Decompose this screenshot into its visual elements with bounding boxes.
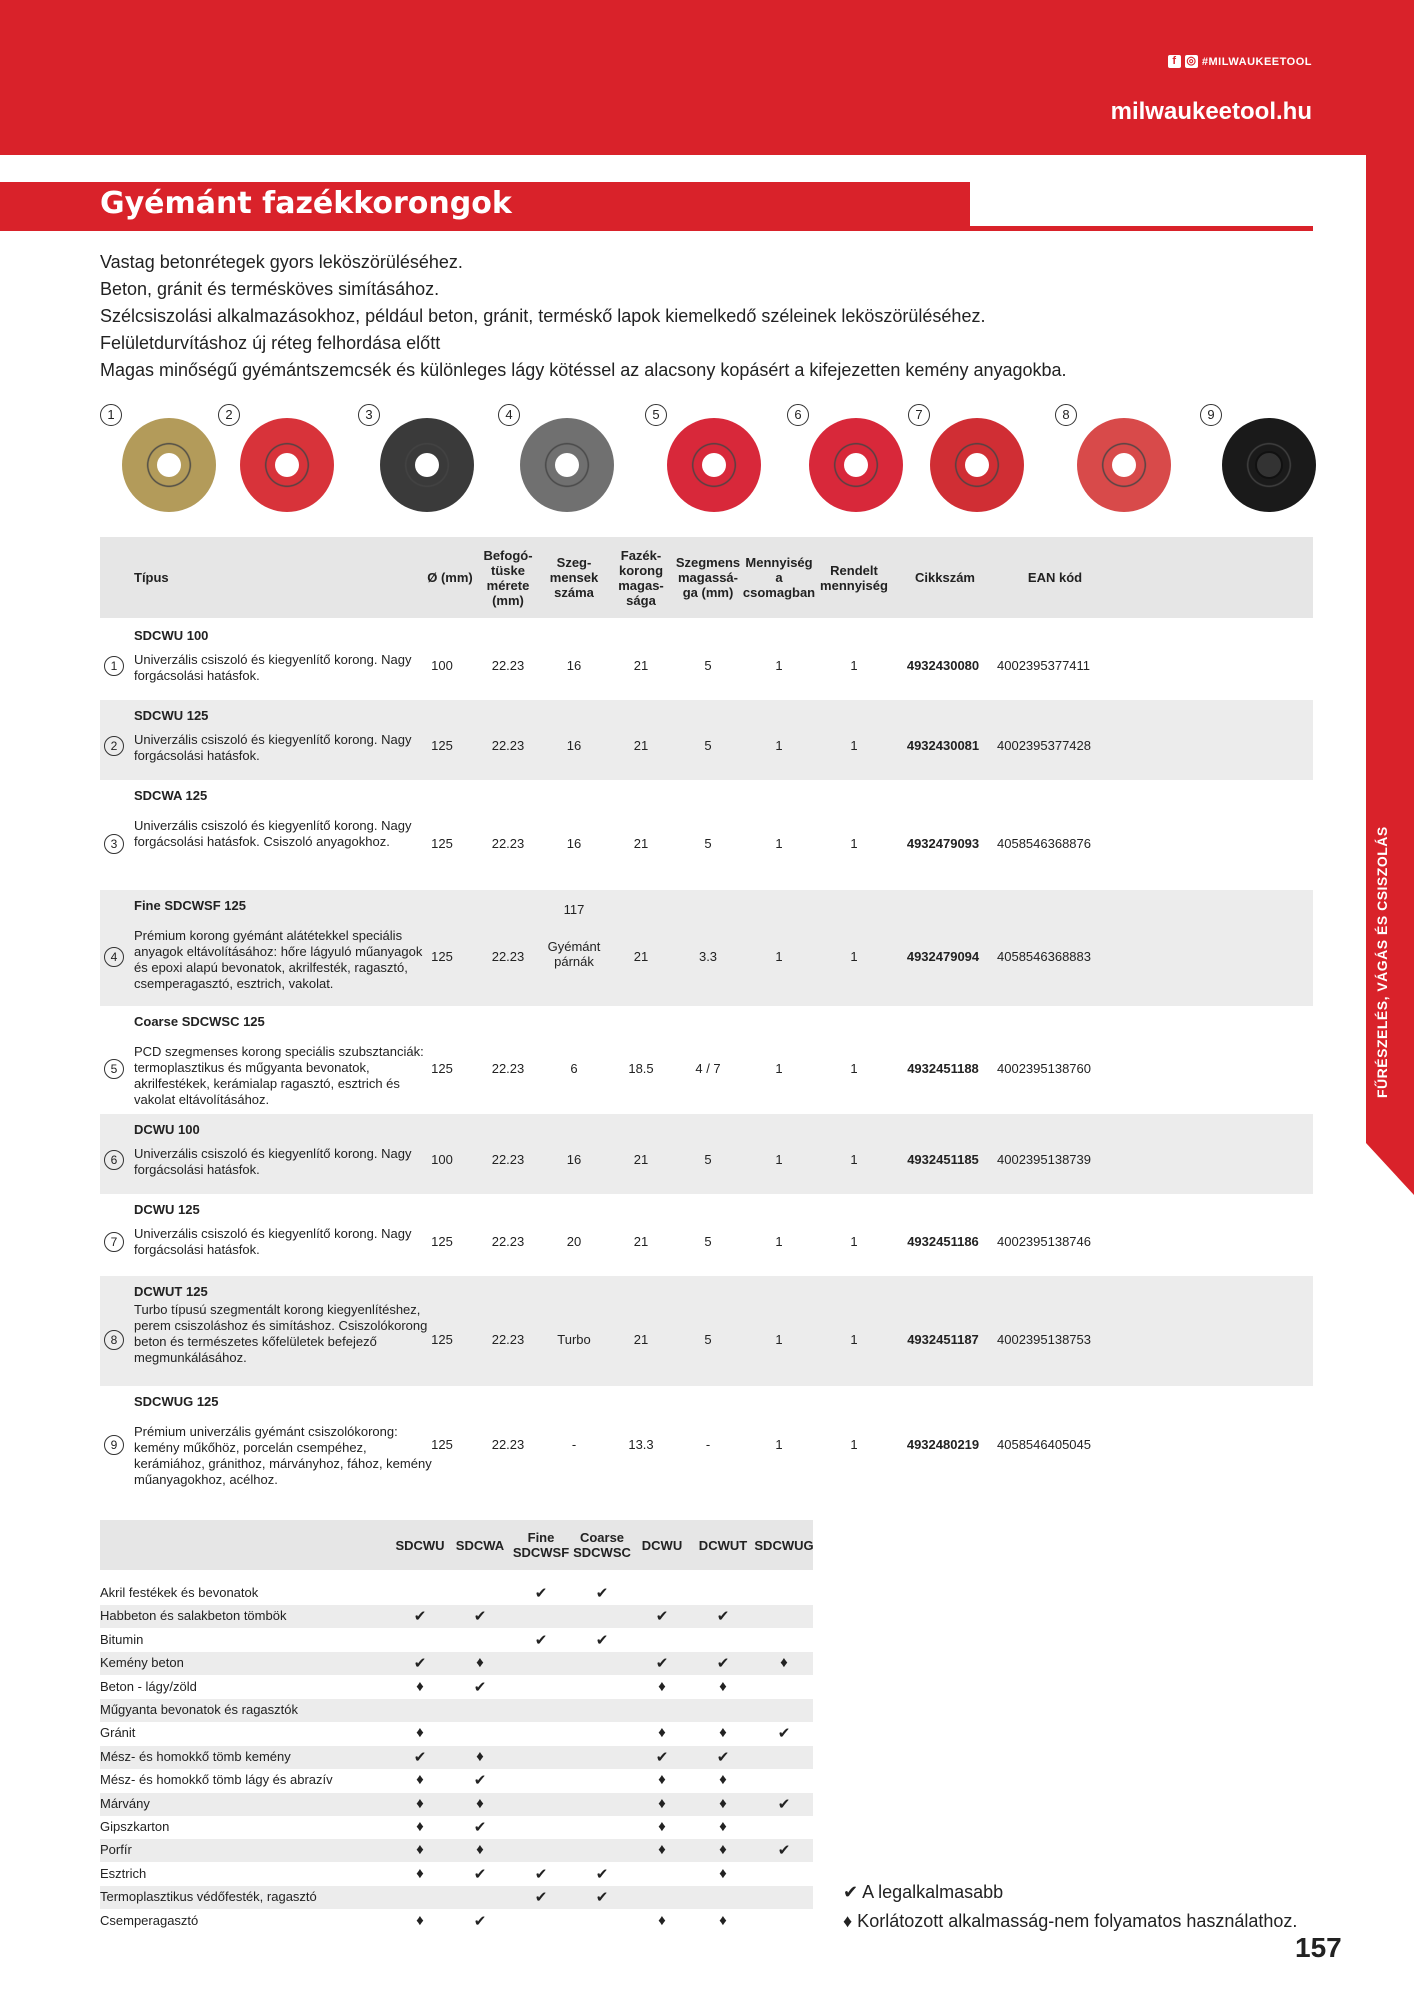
cell-height: 13.3	[628, 1437, 654, 1452]
disc-number: 3	[358, 404, 380, 426]
cell-ean: 4002395138760	[997, 1061, 1091, 1076]
materials-col-header: SDCWA	[455, 1537, 505, 1553]
check-icon: ✔	[413, 1748, 427, 1766]
check-icon: ✔	[534, 1585, 548, 1602]
row-number: 4	[104, 947, 124, 967]
material-label: Termoplasztikus védőfesték, ragasztó	[100, 1889, 317, 1905]
product-description: Univerzális csiszoló és kiegyenlítő korong. Nagy forgácsolási hatásfok.	[134, 1146, 412, 1177]
material-label: Habbeton és salakbeton tömbök	[100, 1608, 287, 1624]
cell-segments: Turbo	[557, 1332, 591, 1347]
diamond-icon: ♦	[416, 1677, 424, 1695]
check-icon: ✔	[655, 1748, 669, 1766]
diamond-icon: ♦	[719, 1724, 727, 1742]
product-description: Univerzális csiszoló és kiegyenlítő korong. Nagy forgácsolási hatásfok. Csiszoló anyagokhoz.	[134, 818, 412, 849]
cell-ean: 4002395377428	[997, 738, 1091, 753]
col-diameter: Ø (mm)	[427, 570, 473, 585]
materials-row	[100, 1863, 813, 1886]
materials-row	[100, 1629, 813, 1652]
cell-seg-height: 4 / 7	[695, 1061, 721, 1076]
cell-seg-height: 5	[704, 1152, 712, 1167]
page-title: Gyémánt fazékkorongok	[100, 186, 512, 221]
materials-row	[100, 1886, 813, 1909]
diamond-icon: ♦	[416, 1724, 424, 1742]
cell-seg-height: 5	[704, 1332, 712, 1347]
cell-segments: 6	[570, 1061, 578, 1076]
check-icon: ✔	[413, 1608, 427, 1626]
check-icon: ✔	[473, 1678, 487, 1696]
check-icon: ✔	[413, 1655, 427, 1673]
cell-article: 4932451186	[907, 1234, 979, 1249]
diamond-icon: ♦	[658, 1911, 666, 1929]
cell-height: 21	[633, 658, 649, 673]
check-icon: ✔	[777, 1795, 791, 1813]
materials-col-header: SDCWU	[395, 1537, 445, 1553]
check-icon: ✔	[595, 1585, 609, 1602]
cell-ean: 4058546368876	[997, 836, 1091, 851]
cell-article: 4932479094	[906, 949, 980, 964]
diamond-icon: ♦	[416, 1794, 424, 1812]
material-label: Akril festékek és bevonatok	[100, 1585, 259, 1600]
table-row	[100, 1006, 1313, 1114]
diamond-icon: ♦	[780, 1654, 788, 1672]
check-icon: ✔	[716, 1655, 730, 1673]
col-bore: Befogó- tüske mérete (mm)	[483, 547, 533, 608]
social-links	[1168, 55, 1312, 68]
disc-number: 9	[1200, 404, 1222, 426]
diamond-icon: ♦	[719, 1841, 727, 1859]
cell-segments: 16	[566, 658, 582, 673]
materials-row	[100, 1722, 813, 1745]
diamond-cup-wheel-image	[1077, 418, 1171, 512]
material-label: Porfír	[100, 1842, 132, 1858]
material-label: Gránit	[100, 1725, 136, 1741]
cell-height: 21	[633, 1332, 649, 1347]
cell-order: 1	[850, 1437, 858, 1452]
disc-number: 2	[218, 404, 240, 426]
diamond-cup-wheel-image	[240, 418, 334, 512]
product-description: Univerzális csiszoló és kiegyenlítő korong. Nagy forgácsolási hatásfok.	[134, 652, 412, 683]
intro-line: Magas minőségű gyémántszemcsék és különleges lágy kötéssel az alacsony kopásért a kifejezetten kemény anyagokba.	[100, 360, 1067, 380]
diamond-icon: ♦	[658, 1677, 666, 1695]
header-bar	[0, 0, 1414, 155]
check-icon: ✔	[473, 1608, 487, 1626]
col-segments: Szeg- mensek száma	[549, 555, 599, 600]
diamond-icon: ♦	[719, 1911, 727, 1929]
material-label: Beton - lágy/zöld	[100, 1678, 197, 1694]
diamond-icon: ♦	[416, 1771, 424, 1789]
cell-bore: 22.23	[491, 658, 525, 673]
cell-order: 1	[850, 658, 858, 673]
diamond-icon: ♦	[658, 1724, 666, 1742]
facebook-icon[interactable]: f	[1168, 55, 1181, 68]
material-label: Műgyanta bevonatok és ragasztók	[100, 1702, 299, 1717]
disc-item	[358, 400, 498, 515]
product-name: SDCWU 100	[134, 628, 209, 643]
materials-row	[100, 1793, 813, 1816]
cell-ean: 4002395138739	[997, 1152, 1091, 1167]
cell-pack: 1	[775, 1332, 783, 1347]
diamond-icon: ♦	[476, 1747, 484, 1765]
table-row	[100, 700, 1313, 780]
diamond-cup-wheel-image	[930, 418, 1024, 512]
cell-segments: 16	[566, 738, 582, 753]
cell-pack: 1	[775, 836, 783, 851]
cell-height: 21	[633, 1234, 649, 1249]
cell-height: 21	[633, 836, 649, 851]
side-tab-label: FŰRÉSZELÉS, VÁGÁS ÉS CSISZOLÁS	[1374, 826, 1390, 1098]
materials-row	[100, 1910, 813, 1933]
cell-article: 4932430080	[906, 658, 980, 673]
row-number: 9	[104, 1435, 124, 1455]
diamond-icon: ♦	[719, 1677, 727, 1695]
cell-diameter: 125	[431, 738, 453, 753]
cell-pack: 1	[775, 949, 783, 964]
table-row	[100, 780, 1313, 890]
disc-item	[645, 400, 785, 515]
cell-order: 1	[850, 738, 858, 753]
check-icon: ✔	[534, 1865, 548, 1883]
check-icon: ✔	[716, 1748, 730, 1766]
materials-row	[100, 1605, 813, 1628]
check-icon: ✔	[595, 1631, 609, 1649]
cell-diameter: 125	[431, 1437, 453, 1452]
table-row	[100, 1386, 1313, 1488]
disc-number: 1	[100, 404, 122, 426]
row-number: 7	[104, 1232, 124, 1252]
cell-article: 4932451187	[907, 1332, 979, 1347]
disc-item	[908, 400, 1048, 515]
diamond-cup-wheel-image	[380, 418, 474, 512]
materials-row	[100, 1746, 813, 1769]
row-number: 2	[104, 736, 124, 756]
page-number: 157	[1295, 1932, 1342, 1963]
legend-best: ✔ A legalkalmasabb	[843, 1882, 1004, 1902]
diamond-cup-wheel-image	[667, 418, 761, 512]
table-row	[100, 1114, 1313, 1194]
materials-row	[100, 1699, 813, 1722]
cell-seg-height: -	[705, 1437, 711, 1452]
cell-pack: 1	[775, 658, 783, 673]
diamond-cup-wheel-image	[809, 418, 903, 512]
cell-seg-height: 5	[704, 1234, 712, 1249]
intro-line: Felületdurvításhoz új réteg felhordása előtt	[100, 333, 441, 353]
diamond-icon: ♦	[476, 1654, 484, 1672]
product-name: DCWU 125	[134, 1202, 200, 1217]
check-icon: ✔	[655, 1608, 669, 1626]
cell-diameter: 100	[431, 658, 453, 673]
materials-row	[100, 1652, 813, 1675]
materials-row	[100, 1769, 813, 1792]
disc-item	[787, 400, 927, 515]
check-icon: ✔	[473, 1819, 487, 1836]
disc-number: 6	[787, 404, 809, 426]
cell-article: 4932451188	[907, 1061, 979, 1076]
cell-article: 4932480219	[906, 1437, 980, 1452]
product-name: DCWU 100	[134, 1122, 200, 1137]
col-type: Típus	[134, 570, 169, 585]
diamond-icon: ♦	[719, 1818, 727, 1835]
cell-ean: 4002395138753	[997, 1332, 1091, 1347]
diamond-icon: ♦	[658, 1794, 666, 1812]
cell-diameter: 125	[431, 1061, 453, 1076]
cell-bore: 22.23	[491, 836, 525, 851]
row-number: 6	[104, 1150, 124, 1170]
cell-seg-height: 5	[704, 836, 712, 851]
materials-col-header: Fine SDCWSF	[512, 1530, 570, 1560]
cell-segments: 16	[566, 1152, 582, 1167]
cell-order: 1	[850, 1152, 858, 1167]
col-ean: EAN kód	[1027, 570, 1083, 585]
diamond-icon: ♦	[719, 1794, 727, 1812]
diamond-icon: ♦	[658, 1818, 666, 1835]
cell-order: 1	[850, 836, 858, 851]
cell-segments: 16	[566, 836, 582, 851]
check-icon: ✔	[777, 1725, 791, 1743]
cell-seg-height: 5	[704, 738, 712, 753]
cell-height: 21	[633, 1152, 649, 1167]
cell-segments-count: 117	[563, 902, 585, 917]
intro-line: Beton, gránit és termésköves simításához.	[100, 279, 440, 299]
table-row	[100, 1276, 1313, 1386]
row-number: 1	[104, 656, 124, 676]
disc-item	[218, 400, 358, 515]
row-number: 8	[104, 1330, 124, 1350]
check-icon: ✔	[473, 1772, 487, 1790]
material-label: Bitumin	[100, 1631, 144, 1647]
cell-segments: 20	[566, 1234, 582, 1249]
material-label: Csemperagasztó	[100, 1912, 199, 1928]
cell-height: 21	[633, 949, 649, 964]
cell-ean: 4002395377411	[997, 658, 1091, 673]
product-table-header	[100, 537, 1313, 618]
col-height: Fazék- korong magas- sága	[618, 547, 664, 608]
cell-bore: 22.23	[491, 738, 525, 753]
cell-pack: 1	[775, 1234, 783, 1249]
cell-ean: 4058546405045	[997, 1437, 1091, 1452]
instagram-icon[interactable]: ◎	[1186, 55, 1197, 67]
col-order: Rendelt mennyiség	[820, 562, 888, 593]
disc-number: 5	[645, 404, 667, 426]
product-name: Coarse SDCWSC 125	[134, 1014, 265, 1029]
diamond-cup-wheel-image	[122, 418, 216, 512]
cell-bore: 22.23	[491, 1152, 525, 1167]
materials-row	[100, 1676, 813, 1699]
product-images	[100, 400, 1320, 515]
row-number: 3	[104, 834, 124, 854]
material-label: Mész- és homokkő tömb lágy és abrazív	[100, 1772, 333, 1788]
check-icon: ✔	[473, 1865, 487, 1883]
diamond-icon: ♦	[658, 1841, 666, 1859]
intro-line: Szélcsiszolási alkalmazásokhoz, például beton, gránit, terméskő lapok kiemelkedő széleinek leköszörüléséhez.	[100, 306, 986, 326]
diamond-icon: ♦	[416, 1911, 424, 1929]
materials-row	[100, 1582, 813, 1605]
diamond-icon: ♦	[416, 1841, 424, 1859]
cell-article: 4932479093	[906, 836, 980, 851]
material-label: Kemény beton	[100, 1655, 184, 1671]
intro-line: Vastag betonrétegek gyors leköszörüléséhez.	[100, 252, 463, 272]
check-icon: ✔	[716, 1608, 730, 1626]
check-icon: ✔	[595, 1865, 609, 1883]
diamond-icon: ♦	[416, 1818, 424, 1835]
table-row	[100, 620, 1313, 700]
materials-table-header	[100, 1520, 813, 1570]
cell-pack: 1	[775, 1061, 783, 1076]
cell-order: 1	[850, 1061, 858, 1076]
product-name: SDCWA 125	[134, 788, 208, 803]
material-label: Mész- és homokkő tömb kemény	[100, 1748, 291, 1764]
cell-diameter: 125	[431, 949, 453, 964]
materials-col-header: DCWUT	[698, 1537, 748, 1553]
col-article: Cikkszám	[915, 570, 975, 585]
product-name: DCWUT 125	[134, 1284, 208, 1299]
cell-order: 1	[850, 1332, 858, 1347]
check-icon: ✔	[534, 1889, 548, 1907]
col-pack: Mennyiség a csomagban	[742, 555, 816, 600]
cell-bore: 22.23	[491, 1332, 525, 1347]
material-label: Márvány	[100, 1795, 150, 1811]
diamond-cup-wheel-image	[520, 418, 614, 512]
disc-number: 7	[908, 404, 930, 426]
disc-number: 8	[1055, 404, 1077, 426]
check-icon: ✔	[777, 1842, 791, 1860]
diamond-icon: ♦	[658, 1771, 666, 1789]
product-name: Fine SDCWSF 125	[134, 898, 246, 913]
check-icon: ✔	[534, 1631, 548, 1649]
cell-ean: 4058546368883	[997, 949, 1091, 964]
product-name: SDCWU 125	[134, 708, 209, 723]
cell-article: 4932430081	[906, 738, 980, 753]
materials-col-header: DCWU	[641, 1537, 683, 1553]
product-description: Univerzális csiszoló és kiegyenlítő korong. Nagy forgácsolási hatásfok.	[134, 732, 412, 763]
product-description: Prémium univerzális gyémánt csiszolókorong: kemény műkőhöz, porcelán csempéhez, kerámiához, gránithoz, márványhoz, fához, kemény műanyagokhoz, acélhoz.	[134, 1424, 432, 1487]
product-description: PCD szegmenses korong speciális szubsztanciák: termoplasztikus és műgyanta bevonatok, akrilfestékek, kerámialap ragasztó, esztrich és vakolat eltávolításához.	[134, 1044, 424, 1107]
intro-text	[100, 249, 1320, 384]
diamond-icon: ♦	[476, 1841, 484, 1859]
cell-bore: 22.23	[491, 1234, 525, 1249]
cell-diameter: 125	[431, 836, 453, 851]
cell-diameter: 125	[431, 1234, 453, 1249]
cell-seg-height: 3.3	[698, 949, 718, 964]
diamond-icon: ♦	[719, 1771, 727, 1789]
legend-limited: ♦ Korlátozott alkalmasság-nem folyamatos használathoz.	[843, 1911, 1298, 1931]
row-number: 5	[104, 1059, 124, 1079]
cell-bore: 22.23	[491, 1437, 525, 1452]
cell-height: 21	[633, 738, 649, 753]
cell-pack: 1	[775, 1437, 783, 1452]
table-row	[100, 890, 1313, 1006]
cell-segments: Gyémánt párnák	[547, 939, 601, 969]
cell-bore: 22.23	[491, 1061, 525, 1076]
cell-segments: -	[571, 1437, 577, 1452]
diamond-icon: ♦	[719, 1864, 727, 1882]
cell-diameter: 125	[431, 1332, 453, 1347]
check-icon: ✔	[473, 1912, 487, 1930]
cell-bore: 22.23	[491, 949, 525, 964]
check-icon: ✔	[595, 1889, 609, 1907]
material-label: Gipszkarton	[100, 1819, 170, 1834]
cell-order: 1	[850, 949, 858, 964]
table-row	[100, 1194, 1313, 1276]
cell-ean: 4002395138746	[997, 1234, 1091, 1249]
diamond-icon: ♦	[476, 1794, 484, 1812]
product-description: Turbo típusú szegmentált korong kiegyenlítéshez, perem csiszoláshoz és simításhoz. Csiszolókorong beton és természetes kőfelületek befejező megmunkálásához.	[134, 1302, 428, 1365]
cell-order: 1	[850, 1234, 858, 1249]
materials-col-header: Coarse SDCWSC	[573, 1530, 631, 1560]
disc-item	[1055, 400, 1195, 515]
check-icon: ✔	[655, 1655, 669, 1673]
title-underline	[970, 226, 1313, 231]
product-name: SDCWUG 125	[134, 1394, 219, 1409]
material-label: Esztrich	[100, 1865, 147, 1881]
diamond-icon: ♦	[416, 1864, 424, 1882]
product-description: Univerzális csiszoló és kiegyenlítő korong. Nagy forgácsolási hatásfok.	[134, 1226, 412, 1257]
social-tag: #MILWAUKEETOOL	[1201, 55, 1312, 68]
product-description: Prémium korong gyémánt alátétekkel speciális anyagok eltávolításához: hőre lágyuló műanyagok és epoxi alapú bevonatok, akrilfesték, ragasztó, csemperagasztó, esztrich, vakolat.	[134, 928, 423, 991]
disc-number: 4	[498, 404, 520, 426]
cell-diameter: 100	[431, 1152, 453, 1167]
disc-item	[1200, 400, 1340, 515]
legend	[843, 1878, 1297, 1936]
cell-pack: 1	[775, 1152, 783, 1167]
cell-height: 18.5	[628, 1061, 654, 1076]
col-seg-height: Szegmens magassá- ga (mm)	[675, 555, 741, 600]
cell-pack: 1	[775, 738, 783, 753]
diamond-cup-wheel-image	[1222, 418, 1316, 512]
materials-row	[100, 1839, 813, 1862]
materials-col-header: SDCWUG	[754, 1537, 814, 1553]
cell-seg-height: 5	[704, 658, 712, 673]
cell-article: 4932451185	[907, 1152, 979, 1167]
disc-item	[498, 400, 638, 515]
site-url[interactable]: milwaukeetool.hu	[1110, 98, 1312, 125]
materials-row	[100, 1816, 813, 1839]
